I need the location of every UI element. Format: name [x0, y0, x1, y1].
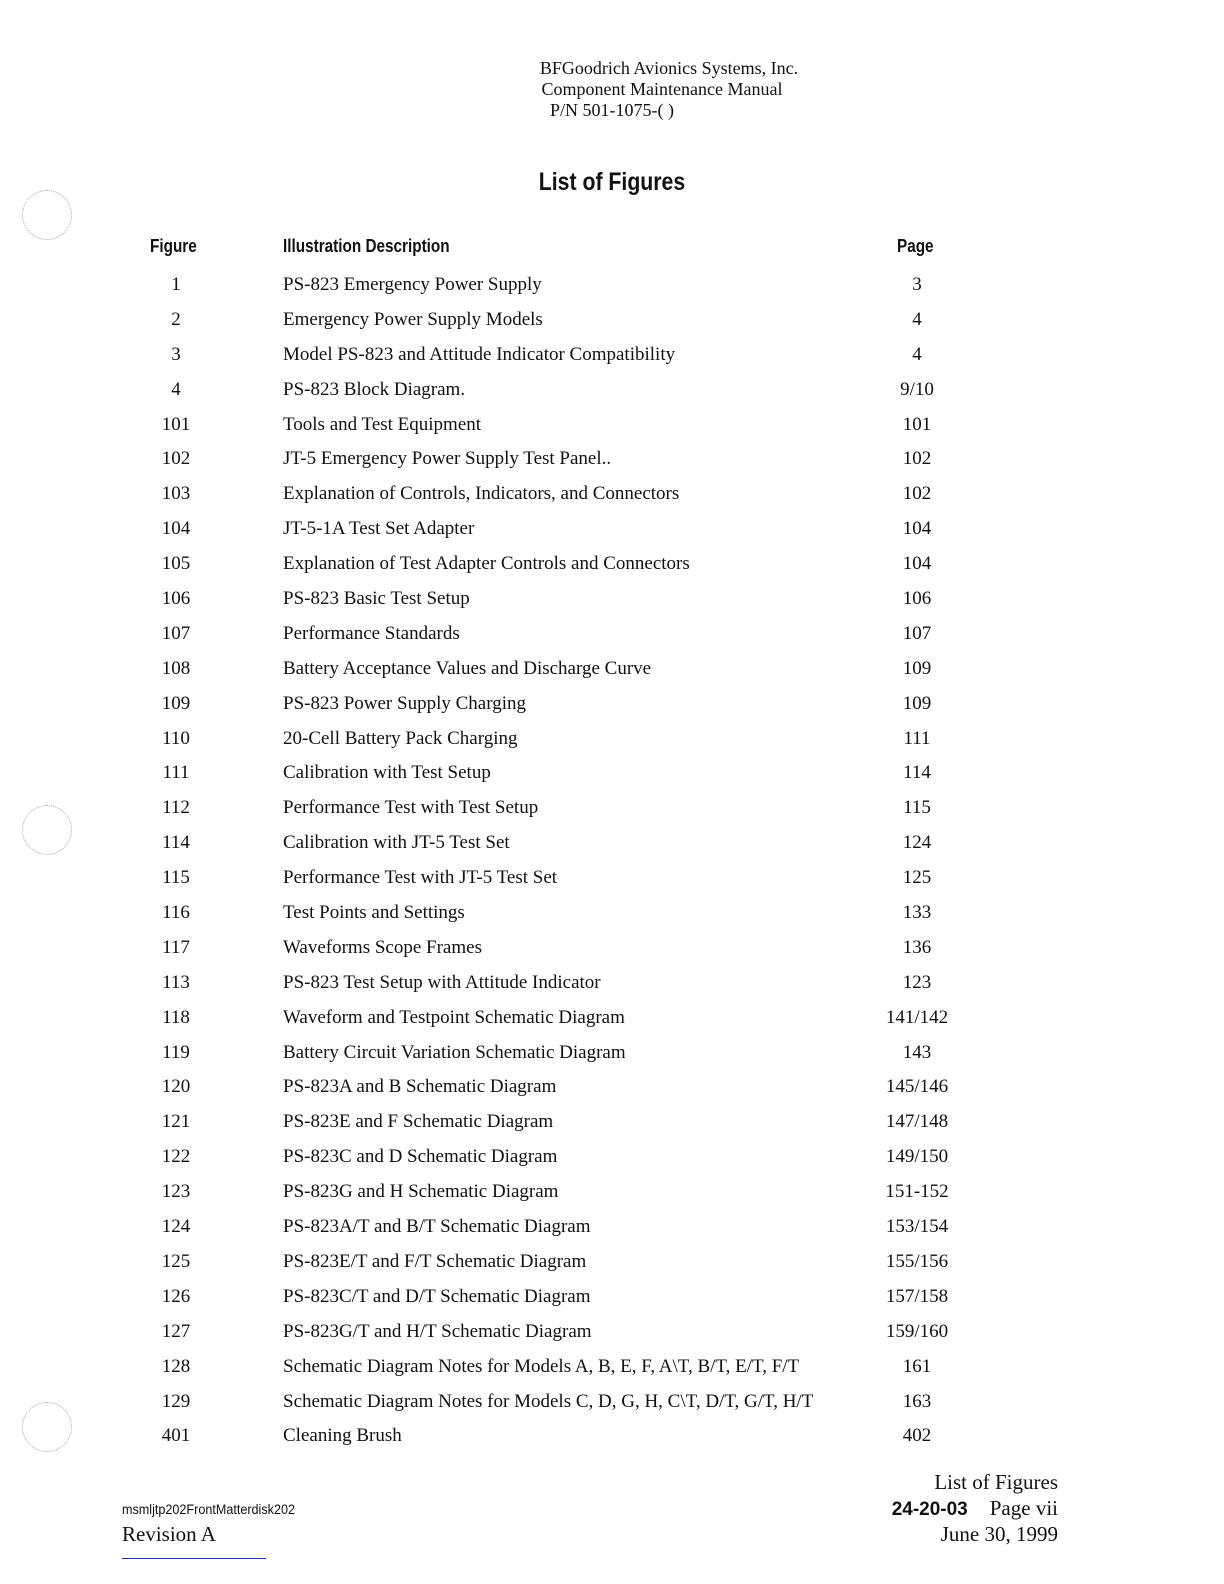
figure-page: 136: [902, 936, 932, 958]
figure-description: Performance Test with JT-5 Test Set: [283, 867, 558, 889]
figure-row: [0, 446, 1224, 481]
figure-row: [0, 830, 1224, 865]
figure-number: 103: [161, 483, 191, 505]
figure-row: [0, 1144, 1224, 1179]
figure-description: Model PS-823 and Attitude Indicator Compatibility: [283, 343, 676, 365]
figure-number: 122: [161, 1146, 191, 1168]
manual-title: Component Maintenance Manual: [541, 79, 783, 99]
figure-page: 115: [903, 797, 931, 819]
footer-rule: [122, 1558, 266, 1559]
footer-section: List of Figures: [934, 1470, 1058, 1494]
figure-row: [0, 865, 1224, 900]
footer-date: June 30, 1999: [940, 1522, 1058, 1546]
figure-page: 163: [902, 1390, 932, 1412]
figure-description: PS-823 Emergency Power Supply: [283, 274, 542, 295]
figure-row: [0, 586, 1224, 621]
figure-description: Waveform and Testpoint Schematic Diagram: [283, 1006, 625, 1028]
figure-description: Cleaning Brush: [283, 1425, 402, 1447]
figure-row: [0, 481, 1224, 516]
figure-number: 111: [162, 762, 190, 784]
figure-number: 114: [162, 832, 190, 854]
figure-description: Schematic Diagram Notes for Models C, D, G, H, C\T, D/T, G/T, H/T: [283, 1390, 814, 1412]
figure-row: [0, 412, 1224, 447]
figure-page: 402: [902, 1425, 932, 1447]
figure-number: 121: [161, 1111, 191, 1133]
figure-description: Explanation of Controls, Indicators, and Connectors: [283, 483, 680, 505]
figure-page: 157/158: [885, 1285, 949, 1307]
footer-doc-number: 24-20-03: [891, 1499, 968, 1520]
figure-row: [0, 760, 1224, 795]
figure-page: 145/146: [885, 1076, 949, 1098]
figure-row: [0, 377, 1224, 412]
figure-page: 104: [902, 518, 932, 540]
figure-page: 9/10: [900, 378, 934, 400]
figure-description: Battery Circuit Variation Schematic Diagram: [283, 1041, 626, 1063]
figure-description: JT-5-1A Test Set Adapter: [283, 518, 475, 540]
figure-number: 107: [161, 622, 191, 644]
figure-row: [0, 342, 1224, 377]
punch-hole-mark: [22, 190, 72, 240]
figure-page: 114: [903, 762, 931, 784]
figure-number: 129: [161, 1390, 191, 1412]
figure-description: Test Points and Settings: [283, 902, 465, 924]
figure-page: 155/156: [885, 1250, 949, 1272]
figure-description: PS-823E and F Schematic Diagram: [283, 1111, 554, 1133]
figure-number: 112: [162, 797, 190, 819]
figure-page: 125: [902, 867, 932, 889]
figure-page: 133: [902, 902, 932, 924]
figure-number: 119: [162, 1041, 190, 1063]
figure-number: 115: [162, 867, 190, 889]
column-header-figure: Figure: [150, 236, 197, 256]
figure-number: 4: [171, 378, 181, 400]
figure-number: 116: [162, 902, 190, 924]
figure-row: [0, 1354, 1224, 1389]
figure-row: [0, 726, 1224, 761]
figure-row: [0, 1179, 1224, 1214]
figure-page: 149/150: [885, 1146, 949, 1168]
figure-description: PS-823E/T and F/T Schematic Diagram: [283, 1250, 587, 1272]
figure-page: 141/142: [885, 1006, 949, 1028]
figure-page: 3: [912, 274, 922, 295]
figure-page: 151-152: [885, 1181, 949, 1203]
figure-page: 161: [902, 1355, 932, 1377]
figure-description: Battery Acceptance Values and Discharge Curve: [283, 657, 652, 679]
column-header-page: Page: [897, 236, 934, 256]
figure-page: 109: [902, 692, 932, 714]
figure-number: 101: [161, 413, 191, 435]
figures-list: [0, 272, 1224, 1458]
footer-filename: msmljtp202FrontMatterdisk202: [122, 1501, 295, 1517]
figure-description: PS-823C and D Schematic Diagram: [283, 1146, 558, 1168]
figure-number: 105: [161, 553, 191, 575]
figure-description: Waveforms Scope Frames: [283, 936, 482, 958]
figure-row: [0, 1109, 1224, 1144]
figure-description: 20-Cell Battery Pack Charging: [283, 727, 518, 749]
figure-row: [0, 551, 1224, 586]
figure-page: 159/160: [885, 1320, 949, 1342]
figure-row: [0, 691, 1224, 726]
figure-description: PS-823A/T and B/T Schematic Diagram: [283, 1216, 591, 1238]
figure-page: 111: [903, 727, 931, 749]
part-number: P/N 501-1075-( ): [550, 100, 674, 120]
figure-description: PS-823G and H Schematic Diagram: [283, 1181, 559, 1203]
figure-description: Emergency Power Supply Models: [283, 308, 543, 330]
figure-row: [0, 1040, 1224, 1075]
figure-description: PS-823C/T and D/T Schematic Diagram: [283, 1285, 591, 1307]
figure-number: 125: [161, 1250, 191, 1272]
figure-number: 127: [161, 1320, 191, 1342]
column-header-description: Illustration Description: [283, 236, 450, 256]
figure-page: 104: [902, 553, 932, 575]
figure-description: Tools and Test Equipment: [283, 413, 482, 435]
figure-row: [0, 1214, 1224, 1249]
figure-number: 2: [171, 308, 181, 330]
figure-page: 147/148: [885, 1111, 949, 1133]
figure-row: [0, 795, 1224, 830]
figure-description: PS-823 Basic Test Setup: [283, 588, 470, 610]
figure-number: 110: [162, 727, 190, 749]
page-title: List of Figures: [538, 168, 686, 196]
figure-row: [0, 1389, 1224, 1424]
figure-number: 113: [162, 971, 190, 993]
footer-page: Page vii: [989, 1496, 1058, 1520]
figure-page: 109: [902, 657, 932, 679]
footer-revision: Revision A: [122, 1522, 216, 1546]
figure-row: [0, 307, 1224, 342]
figure-number: 1: [171, 274, 181, 295]
figure-number: 117: [162, 936, 190, 958]
figure-row: [0, 1319, 1224, 1354]
figure-number: 104: [161, 518, 191, 540]
figure-number: 123: [161, 1181, 191, 1203]
figure-row: [0, 1423, 1224, 1458]
figure-number: 102: [161, 448, 191, 470]
figure-description: Performance Test with Test Setup: [283, 797, 539, 819]
figure-row: [0, 621, 1224, 656]
footer-page-info: [892, 1496, 1058, 1521]
figure-page: 153/154: [885, 1216, 949, 1238]
figure-description: PS-823A and B Schematic Diagram: [283, 1076, 557, 1098]
figure-number: 128: [161, 1355, 191, 1377]
figure-row: [0, 900, 1224, 935]
figure-page: 4: [912, 343, 922, 365]
figure-number: 118: [162, 1006, 190, 1028]
figure-page: 107: [902, 622, 932, 644]
figure-description: PS-823G/T and H/T Schematic Diagram: [283, 1320, 592, 1342]
figure-description: Calibration with JT-5 Test Set: [283, 832, 510, 854]
figure-row: [0, 935, 1224, 970]
figure-row: [0, 516, 1224, 551]
figure-row: [0, 1074, 1224, 1109]
figure-number: 124: [161, 1216, 191, 1238]
figure-row: [0, 1005, 1224, 1040]
figure-row: [0, 1249, 1224, 1284]
figure-number: 108: [161, 657, 191, 679]
figure-description: Calibration with Test Setup: [283, 762, 491, 784]
figure-row: [0, 272, 1224, 307]
figure-page: 143: [902, 1041, 932, 1063]
figure-page: 124: [902, 832, 932, 854]
figure-page: 123: [902, 971, 932, 993]
figure-page: 106: [902, 588, 932, 610]
figure-description: JT-5 Emergency Power Supply Test Panel..: [283, 448, 612, 470]
figure-number: 401: [161, 1425, 191, 1447]
figure-description: PS-823 Block Diagram.: [283, 378, 466, 400]
figure-number: 3: [171, 343, 181, 365]
figure-page: 102: [902, 448, 932, 470]
figure-description: Performance Standards: [283, 622, 460, 644]
figure-number: 109: [161, 692, 191, 714]
figure-page: 4: [912, 308, 922, 330]
figure-description: PS-823 Test Setup with Attitude Indicator: [283, 971, 601, 993]
figure-number: 106: [161, 588, 191, 610]
figure-row: [0, 656, 1224, 691]
page-header: [0, 58, 1224, 121]
figure-description: Explanation of Test Adapter Controls and Connectors: [283, 553, 690, 575]
figure-page: 101: [902, 413, 932, 435]
figure-row: [0, 970, 1224, 1005]
figure-number: 120: [161, 1076, 191, 1098]
figure-page: 102: [902, 483, 932, 505]
figure-number: 126: [161, 1285, 191, 1307]
figure-description: Schematic Diagram Notes for Models A, B, E, F, A\T, B/T, E/T, F/T: [283, 1355, 800, 1377]
company-name: BFGoodrich Avionics Systems, Inc.: [539, 58, 799, 78]
figure-row: [0, 1284, 1224, 1319]
figure-description: PS-823 Power Supply Charging: [283, 692, 526, 714]
